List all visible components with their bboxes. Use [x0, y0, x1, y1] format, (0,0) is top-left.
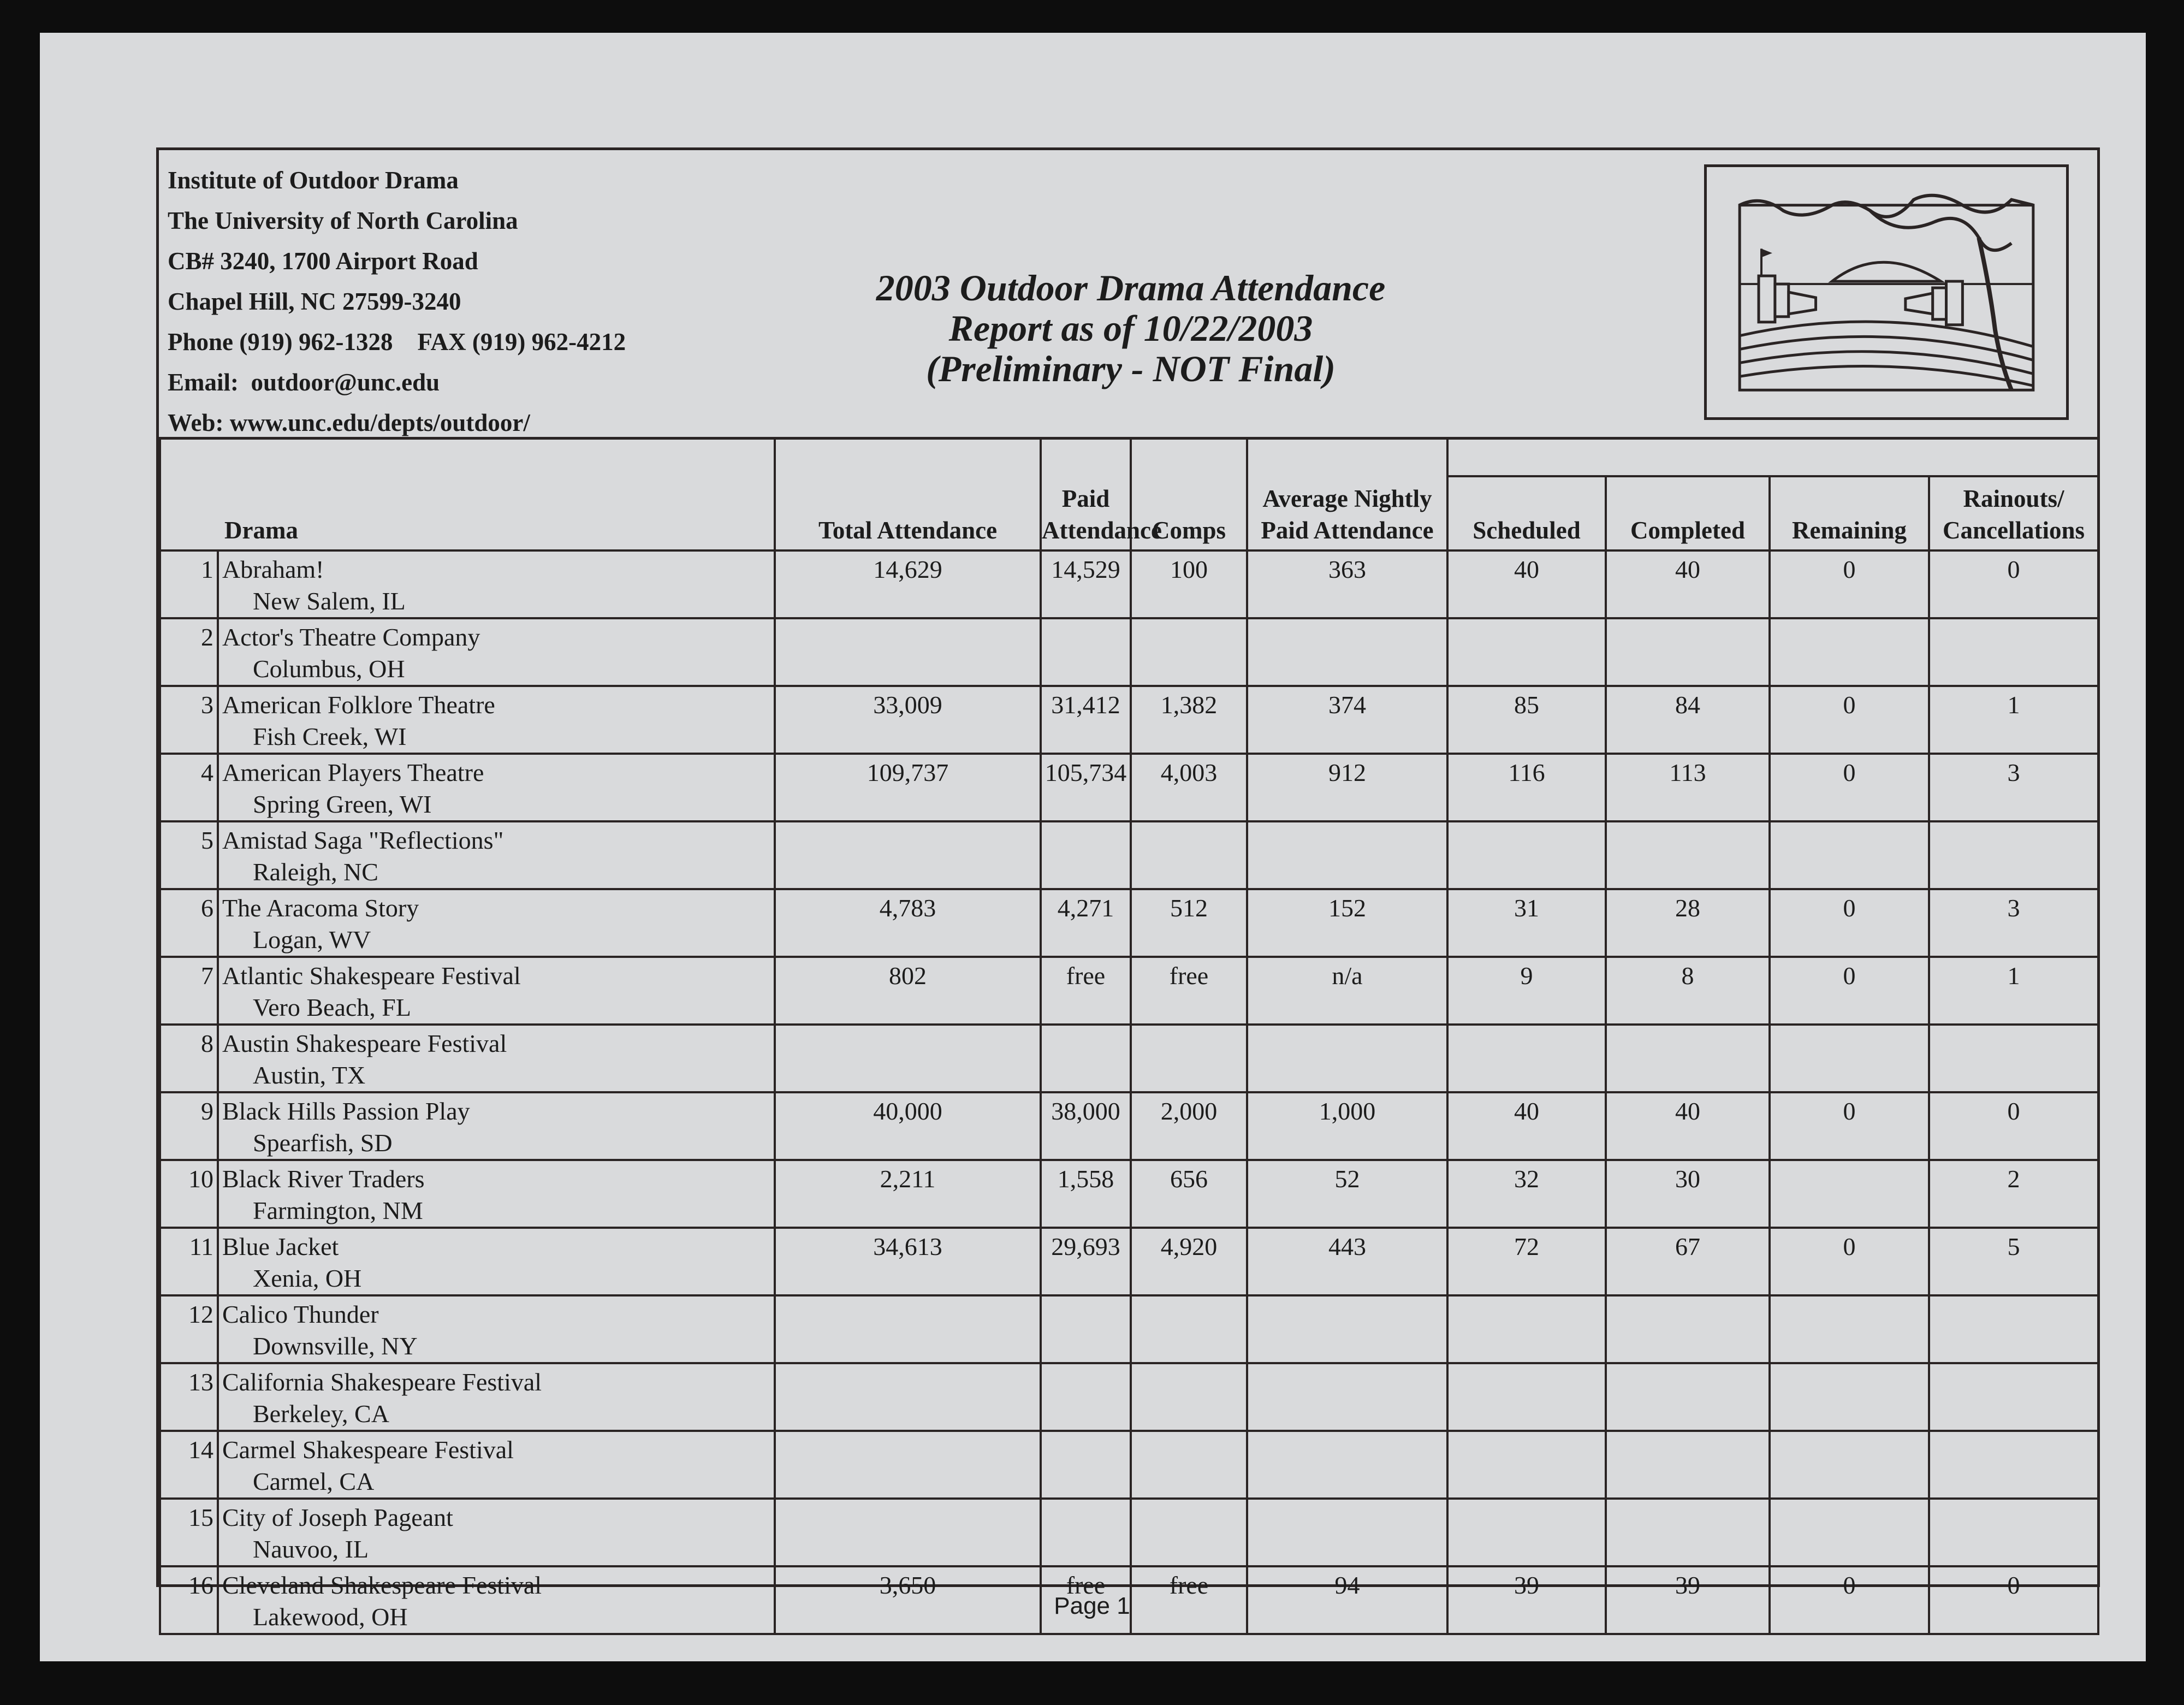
- remaining-cell: [1770, 618, 1929, 686]
- paid-cell: 14,529: [1041, 550, 1131, 618]
- table-row: [160, 1160, 2098, 1228]
- drama-name: California Shakespeare Festival: [222, 1368, 542, 1396]
- scheduled-cell: [1447, 1431, 1606, 1499]
- drama-location: Carmel, CA: [253, 1467, 375, 1495]
- rainouts-cell: [1929, 1431, 2098, 1499]
- drama-location: Downsville, NY: [253, 1332, 418, 1360]
- total-cell: [775, 821, 1041, 889]
- remaining-cell: 0: [1770, 754, 1929, 821]
- avg-cell: 1,000: [1247, 1092, 1447, 1160]
- rainouts-cell: 1: [1929, 686, 2098, 754]
- rainouts-cell: [1929, 1025, 2098, 1092]
- total-cell: [775, 1431, 1041, 1499]
- row-number: 6: [160, 889, 218, 957]
- drama-location: Spring Green, WI: [253, 790, 432, 818]
- scheduled-cell: 40: [1447, 1092, 1606, 1160]
- drama-location: Spearfish, SD: [253, 1129, 393, 1157]
- col-header-drama: Drama: [160, 438, 775, 550]
- paid-cell: 4,271: [1041, 889, 1131, 957]
- comps-cell: [1131, 1363, 1247, 1431]
- paid-cell: free: [1041, 1566, 1131, 1634]
- total-cell: [775, 1025, 1041, 1092]
- comps-cell: 4,003: [1131, 754, 1247, 821]
- drama-name: American Players Theatre: [222, 759, 484, 786]
- drama-cell: [218, 1295, 775, 1363]
- avg-cell: 94: [1247, 1566, 1447, 1634]
- address-line: Chapel Hill, NC 27599-3240: [168, 288, 461, 315]
- scheduled-cell: 32: [1447, 1160, 1606, 1228]
- drama-location: Lakewood, OH: [253, 1603, 408, 1631]
- completed-cell: [1606, 1499, 1770, 1566]
- address-line: Web: www.unc.edu/depts/outdoor/: [168, 409, 530, 436]
- scheduled-cell: 31: [1447, 889, 1606, 957]
- scheduled-cell: [1447, 1295, 1606, 1363]
- scheduled-cell: [1447, 1499, 1606, 1566]
- address-line: CB# 3240, 1700 Airport Road: [168, 247, 478, 275]
- drama-cell: [218, 1025, 775, 1092]
- comps-cell: free: [1131, 957, 1247, 1025]
- paid-cell: 1,558: [1041, 1160, 1131, 1228]
- row-number: 5: [160, 821, 218, 889]
- avg-cell: [1247, 1295, 1447, 1363]
- table-row: [160, 1431, 2098, 1499]
- title-line: 2003 Outdoor Drama Attendance: [876, 267, 1386, 309]
- drama-cell: [218, 821, 775, 889]
- completed-cell: 67: [1606, 1228, 1770, 1295]
- comps-cell: 100: [1131, 550, 1247, 618]
- paid-cell: [1041, 1025, 1131, 1092]
- avg-cell: [1247, 1363, 1447, 1431]
- table-row: [160, 889, 2098, 957]
- drama-location: Nauvoo, IL: [253, 1535, 369, 1563]
- drama-location: Columbus, OH: [253, 655, 405, 683]
- drama-name: Cleveland Shakespeare Festival: [222, 1571, 542, 1599]
- remaining-cell: [1770, 821, 1929, 889]
- organization-address: [168, 160, 626, 443]
- remaining-cell: 0: [1770, 1228, 1929, 1295]
- completed-cell: 39: [1606, 1566, 1770, 1634]
- scheduled-cell: 40: [1447, 550, 1606, 618]
- address-line: Phone (919) 962-1328 FAX (919) 962-4212: [168, 328, 626, 356]
- table-row: [160, 957, 2098, 1025]
- comps-cell: 656: [1131, 1160, 1247, 1228]
- col-header-total-attendance: Total Attendance: [775, 438, 1041, 550]
- remaining-cell: [1770, 1160, 1929, 1228]
- paid-cell: [1041, 821, 1131, 889]
- scheduled-cell: [1447, 821, 1606, 889]
- scheduled-cell: 9: [1447, 957, 1606, 1025]
- comps-cell: 4,920: [1131, 1228, 1247, 1295]
- row-number: 15: [160, 1499, 218, 1566]
- completed-cell: [1606, 821, 1770, 889]
- drama-name: Carmel Shakespeare Festival: [222, 1436, 514, 1464]
- scheduled-cell: [1447, 1363, 1606, 1431]
- comps-cell: 1,382: [1131, 686, 1247, 754]
- row-number: 4: [160, 754, 218, 821]
- row-number: 13: [160, 1363, 218, 1431]
- drama-name: Atlantic Shakespeare Festival: [222, 962, 521, 990]
- rainouts-cell: [1929, 821, 2098, 889]
- drama-cell: [218, 618, 775, 686]
- remaining-cell: [1770, 1499, 1929, 1566]
- drama-location: Raleigh, NC: [253, 858, 378, 886]
- avg-cell: 912: [1247, 754, 1447, 821]
- rainouts-cell: [1929, 1295, 2098, 1363]
- total-cell: 40,000: [775, 1092, 1041, 1160]
- scheduled-cell: [1447, 618, 1606, 686]
- total-cell: [775, 1363, 1041, 1431]
- drama-cell: [218, 1363, 775, 1431]
- remaining-cell: 0: [1770, 1566, 1929, 1634]
- col-header-remaining: Remaining: [1770, 476, 1929, 550]
- table-row: [160, 1092, 2098, 1160]
- avg-cell: 374: [1247, 686, 1447, 754]
- rainouts-cell: [1929, 1363, 2098, 1431]
- total-cell: [775, 1499, 1041, 1566]
- completed-cell: 84: [1606, 686, 1770, 754]
- table-row: [160, 686, 2098, 754]
- rainouts-cell: 3: [1929, 889, 2098, 957]
- paid-cell: 29,693: [1041, 1228, 1131, 1295]
- comps-cell: [1131, 1431, 1247, 1499]
- comps-cell: [1131, 1025, 1247, 1092]
- drama-cell: [218, 1431, 775, 1499]
- total-cell: 14,629: [775, 550, 1041, 618]
- remaining-cell: 0: [1770, 550, 1929, 618]
- avg-cell: [1247, 618, 1447, 686]
- outdoor-drama-logo: [1704, 164, 2069, 420]
- scheduled-cell: 85: [1447, 686, 1606, 754]
- paid-cell: [1041, 1499, 1131, 1566]
- table-row: [160, 1499, 2098, 1566]
- drama-name: Black River Traders: [222, 1165, 425, 1193]
- drama-cell: [218, 1160, 775, 1228]
- col-header-scheduled: Scheduled: [1447, 476, 1606, 550]
- rainouts-cell: 5: [1929, 1228, 2098, 1295]
- drama-name: Austin Shakespeare Festival: [222, 1029, 507, 1057]
- comps-cell: [1131, 1499, 1247, 1566]
- total-cell: 33,009: [775, 686, 1041, 754]
- col-header-comps: Comps: [1131, 438, 1247, 550]
- drama-name: City of Joseph Pageant: [222, 1503, 453, 1531]
- row-number: 8: [160, 1025, 218, 1092]
- row-number: 16: [160, 1566, 218, 1634]
- avg-cell: 443: [1247, 1228, 1447, 1295]
- avg-cell: [1247, 821, 1447, 889]
- drama-location: Xenia, OH: [253, 1264, 362, 1292]
- row-number: 3: [160, 686, 218, 754]
- table-row: [160, 550, 2098, 618]
- drama-cell: [218, 1228, 775, 1295]
- completed-cell: 40: [1606, 1092, 1770, 1160]
- row-number: 7: [160, 957, 218, 1025]
- row-number: 12: [160, 1295, 218, 1363]
- page-number: Page 1: [1054, 1592, 1130, 1619]
- remaining-cell: [1770, 1363, 1929, 1431]
- total-cell: 34,613: [775, 1228, 1041, 1295]
- comps-cell: 512: [1131, 889, 1247, 957]
- remaining-cell: 0: [1770, 889, 1929, 957]
- rainouts-cell: 1: [1929, 957, 2098, 1025]
- drama-name: American Folklore Theatre: [222, 691, 495, 719]
- paid-cell: free: [1041, 957, 1131, 1025]
- remaining-cell: 0: [1770, 686, 1929, 754]
- scheduled-cell: 116: [1447, 754, 1606, 821]
- avg-cell: [1247, 1499, 1447, 1566]
- avg-cell: 152: [1247, 889, 1447, 957]
- col-header-average-nightly-paid: Average Nightly Paid Attendance: [1247, 438, 1447, 550]
- total-cell: 109,737: [775, 754, 1041, 821]
- paid-cell: [1041, 1431, 1131, 1499]
- remaining-cell: [1770, 1025, 1929, 1092]
- paid-cell: 38,000: [1041, 1092, 1131, 1160]
- row-number: 10: [160, 1160, 218, 1228]
- table-row: [160, 754, 2098, 821]
- comps-cell: free: [1131, 1566, 1247, 1634]
- report-title: [814, 268, 1447, 389]
- completed-cell: 40: [1606, 550, 1770, 618]
- scheduled-cell: 39: [1447, 1566, 1606, 1634]
- row-number: 11: [160, 1228, 218, 1295]
- comps-cell: [1131, 821, 1247, 889]
- completed-cell: 8: [1606, 957, 1770, 1025]
- drama-name: Blue Jacket: [222, 1233, 339, 1260]
- address-line: Institute of Outdoor Drama: [168, 167, 459, 194]
- table-row: [160, 821, 2098, 889]
- remaining-cell: 0: [1770, 957, 1929, 1025]
- drama-cell: [218, 1499, 775, 1566]
- drama-location: Vero Beach, FL: [253, 993, 411, 1021]
- comps-cell: [1131, 618, 1247, 686]
- scheduled-cell: 72: [1447, 1228, 1606, 1295]
- comps-cell: 2,000: [1131, 1092, 1247, 1160]
- avg-cell: n/a: [1247, 957, 1447, 1025]
- avg-cell: 52: [1247, 1160, 1447, 1228]
- drama-name: Black Hills Passion Play: [222, 1097, 470, 1125]
- total-cell: 3,650: [775, 1566, 1041, 1634]
- drama-cell: [218, 550, 775, 618]
- total-cell: 2,211: [775, 1160, 1041, 1228]
- table-row: [160, 1295, 2098, 1363]
- drama-name: Calico Thunder: [222, 1300, 379, 1328]
- completed-cell: 28: [1606, 889, 1770, 957]
- paid-cell: [1041, 618, 1131, 686]
- col-header-rainouts-cancellations: Rainouts/ Cancellations: [1929, 476, 2098, 550]
- drama-location: Farmington, NM: [253, 1197, 423, 1224]
- avg-cell: [1247, 1431, 1447, 1499]
- address-line: The University of North Carolina: [168, 207, 518, 234]
- total-cell: [775, 618, 1041, 686]
- paid-cell: 31,412: [1041, 686, 1131, 754]
- drama-location: Austin, TX: [253, 1061, 366, 1089]
- total-cell: [775, 1295, 1041, 1363]
- drama-name: The Aracoma Story: [222, 894, 419, 922]
- drama-name: Amistad Saga "Reflections": [222, 826, 504, 854]
- attendance-table: [159, 437, 2099, 1635]
- logo-illustration-icon: [1707, 167, 2066, 417]
- rainouts-cell: 3: [1929, 754, 2098, 821]
- row-number: 9: [160, 1092, 218, 1160]
- paid-cell: [1041, 1363, 1131, 1431]
- row-number: 1: [160, 550, 218, 618]
- avg-cell: 363: [1247, 550, 1447, 618]
- drama-location: New Salem, IL: [253, 587, 406, 615]
- row-number: 14: [160, 1431, 218, 1499]
- drama-name: Abraham!: [222, 555, 324, 583]
- col-header-paid-attendance: Paid Attendance: [1041, 438, 1131, 550]
- table-row: [160, 1025, 2098, 1092]
- rainouts-cell: 2: [1929, 1160, 2098, 1228]
- remaining-cell: [1770, 1295, 1929, 1363]
- drama-cell: [218, 1092, 775, 1160]
- title-line: (Preliminary - NOT Final): [926, 348, 1336, 389]
- drama-name: Actor's Theatre Company: [222, 623, 480, 651]
- table-row: [160, 1228, 2098, 1295]
- paid-cell: [1041, 1295, 1131, 1363]
- paid-cell: 105,734: [1041, 754, 1131, 821]
- rainouts-cell: 0: [1929, 550, 2098, 618]
- completed-cell: [1606, 1025, 1770, 1092]
- document-page: [40, 33, 2146, 1661]
- address-line: Email: outdoor@unc.edu: [168, 369, 440, 396]
- total-cell: 802: [775, 957, 1041, 1025]
- rainouts-cell: 0: [1929, 1092, 2098, 1160]
- completed-cell: [1606, 1431, 1770, 1499]
- total-cell: 4,783: [775, 889, 1041, 957]
- col-header-group: [1447, 438, 2098, 476]
- completed-cell: 113: [1606, 754, 1770, 821]
- table-row: [160, 618, 2098, 686]
- report-header: [159, 150, 2097, 440]
- scheduled-cell: [1447, 1025, 1606, 1092]
- drama-cell: [218, 754, 775, 821]
- drama-cell: [218, 957, 775, 1025]
- completed-cell: [1606, 1295, 1770, 1363]
- drama-location: Logan, WV: [253, 926, 371, 954]
- row-number: 2: [160, 618, 218, 686]
- drama-cell: [218, 686, 775, 754]
- table-row: [160, 1363, 2098, 1431]
- remaining-cell: 0: [1770, 1092, 1929, 1160]
- drama-cell: [218, 889, 775, 957]
- completed-cell: [1606, 1363, 1770, 1431]
- remaining-cell: [1770, 1431, 1929, 1499]
- title-line: Report as of 10/22/2003: [948, 307, 1313, 349]
- col-header-completed: Completed: [1606, 476, 1770, 550]
- avg-cell: [1247, 1025, 1447, 1092]
- rainouts-cell: 0: [1929, 1566, 2098, 1634]
- drama-location: Fish Creek, WI: [253, 723, 407, 750]
- drama-location: Berkeley, CA: [253, 1400, 389, 1428]
- completed-cell: 30: [1606, 1160, 1770, 1228]
- rainouts-cell: [1929, 1499, 2098, 1566]
- rainouts-cell: [1929, 618, 2098, 686]
- comps-cell: [1131, 1295, 1247, 1363]
- completed-cell: [1606, 618, 1770, 686]
